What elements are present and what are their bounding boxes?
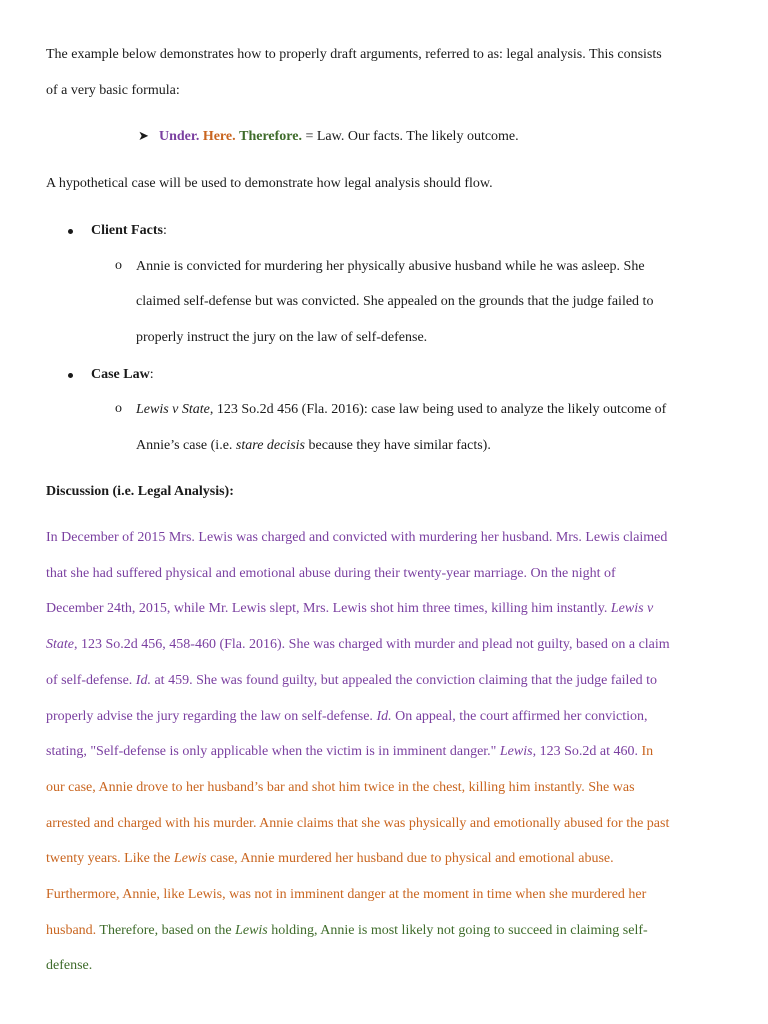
arrow-bullet-icon: ➤	[138, 128, 149, 143]
formula-equals: =	[305, 129, 314, 144]
case-law-text: Annie’s case (i.e.	[136, 438, 236, 453]
discussion-line-5	[46, 672, 657, 690]
discussion-text: In	[637, 744, 654, 759]
hypothetical-line: A hypothetical case will be used to demonstrate how legal analysis should flow.	[46, 176, 493, 191]
case-law-heading	[91, 366, 154, 384]
discussion-heading: Discussion (i.e. Legal Analysis):	[46, 484, 234, 499]
citation-state: State	[46, 637, 74, 652]
discussion-text: case, Annie murdered her husband due to physical and emotional abuse.	[206, 851, 614, 866]
citation-lewis: Lewis v	[610, 601, 654, 616]
case-law-line-1	[136, 401, 666, 419]
citation-lewis: Lewis	[235, 923, 268, 938]
bullet-dot-icon	[68, 229, 73, 234]
client-facts-label: Client Facts	[91, 223, 163, 238]
bullet-dot-icon	[68, 373, 73, 378]
discussion-text: twenty years. Like the	[46, 851, 174, 866]
discussion-text: of self-defense.	[46, 673, 136, 688]
discussion-text: at 459. She was found guilty, but appealed the conviction claiming that the judge failed to	[150, 673, 658, 688]
formula-meaning: Law. Our facts. The likely outcome.	[316, 129, 519, 144]
citation-lewis: Lewis	[499, 744, 533, 759]
discussion-text: On appeal, the court affirmed her conviction,	[391, 709, 648, 724]
discussion-line-9: arrested and charged with his murder. Annie claims that she was physically and emotionally abused for the past	[46, 816, 670, 831]
intro-line-1: The example below demonstrates how to properly draft arguments, referred to as: legal analysis. This consists	[46, 47, 662, 62]
client-facts-line-2: claimed self-defense but was convicted. She appealed on the grounds that the judge failed to	[136, 294, 654, 309]
circle-bullet-icon: o	[115, 258, 122, 273]
case-law-text: because they have similar facts).	[305, 438, 491, 453]
discussion-line-7	[46, 743, 653, 761]
formula-here: Here.	[202, 129, 236, 144]
discussion-text: stating, "Self-defense is only applicable when the victim is in imminent danger."	[46, 744, 500, 759]
discussion-text: , 123 So.2d 456, 458-460 (Fla. 2016). She was charged with murder and plead not guilty, based on a claim	[74, 637, 670, 652]
discussion-line-12	[46, 922, 648, 940]
discussion-line-11: Furthermore, Annie, like Lewis, was not in imminent danger at the moment in time when she murdered her	[46, 887, 647, 902]
discussion-text: holding, Annie is most likely not going to succeed in claiming self-	[267, 923, 648, 938]
discussion-text: , 123 So.2d at 460.	[532, 744, 638, 759]
client-facts-line-1: Annie is convicted for murdering her physically abusive husband while he was asleep. She	[136, 259, 645, 274]
discussion-line-8: our case, Annie drove to her husband’s bar and shot him twice in the chest, killing him instantly. She was	[46, 780, 635, 795]
citation-lewis: Lewis	[173, 851, 207, 866]
formula-therefore: Therefore.	[239, 129, 302, 144]
circle-bullet-icon: o	[115, 401, 122, 416]
client-facts-line-3: properly instruct the jury on the law of self-defense.	[136, 330, 428, 345]
discussion-line-13: defense.	[46, 958, 93, 973]
discussion-line-2: that she had suffered physical and emotional abuse during their twenty-year marriage. On the night of	[46, 566, 616, 581]
discussion-line-10	[46, 850, 614, 868]
discussion-text: December 24th, 2015, while Mr. Lewis slept, Mrs. Lewis shot him three times, killing him instantly.	[46, 601, 611, 616]
stare-decisis: stare decisis	[235, 438, 306, 453]
discussion-text: Therefore, based on the	[96, 923, 236, 938]
discussion-text: husband.	[46, 923, 97, 938]
citation-id: Id.	[135, 673, 151, 688]
case-cite: , 123 So.2d 456 (Fla. 2016): case law being used to analyze the likely outcome of	[209, 402, 667, 417]
formula-line	[159, 128, 519, 146]
discussion-line-1: In December of 2015 Mrs. Lewis was charged and convicted with murdering her husband. Mrs. Lewis claimed	[46, 530, 668, 545]
discussion-text: properly advise the jury regarding the law on self-defense.	[46, 709, 377, 724]
client-facts-heading	[91, 222, 167, 240]
discussion-line-6	[46, 708, 648, 726]
intro-line-2: of a very basic formula:	[46, 83, 180, 98]
formula-under: Under.	[159, 129, 200, 144]
case-law-label: Case Law	[91, 367, 150, 382]
discussion-line-4	[46, 636, 670, 654]
case-law-line-2	[136, 437, 491, 455]
case-name: Lewis v State	[136, 402, 210, 417]
citation-id: Id.	[376, 709, 392, 724]
case-law-colon: :	[149, 367, 154, 382]
client-facts-colon: :	[162, 223, 167, 238]
discussion-line-3	[46, 600, 653, 618]
